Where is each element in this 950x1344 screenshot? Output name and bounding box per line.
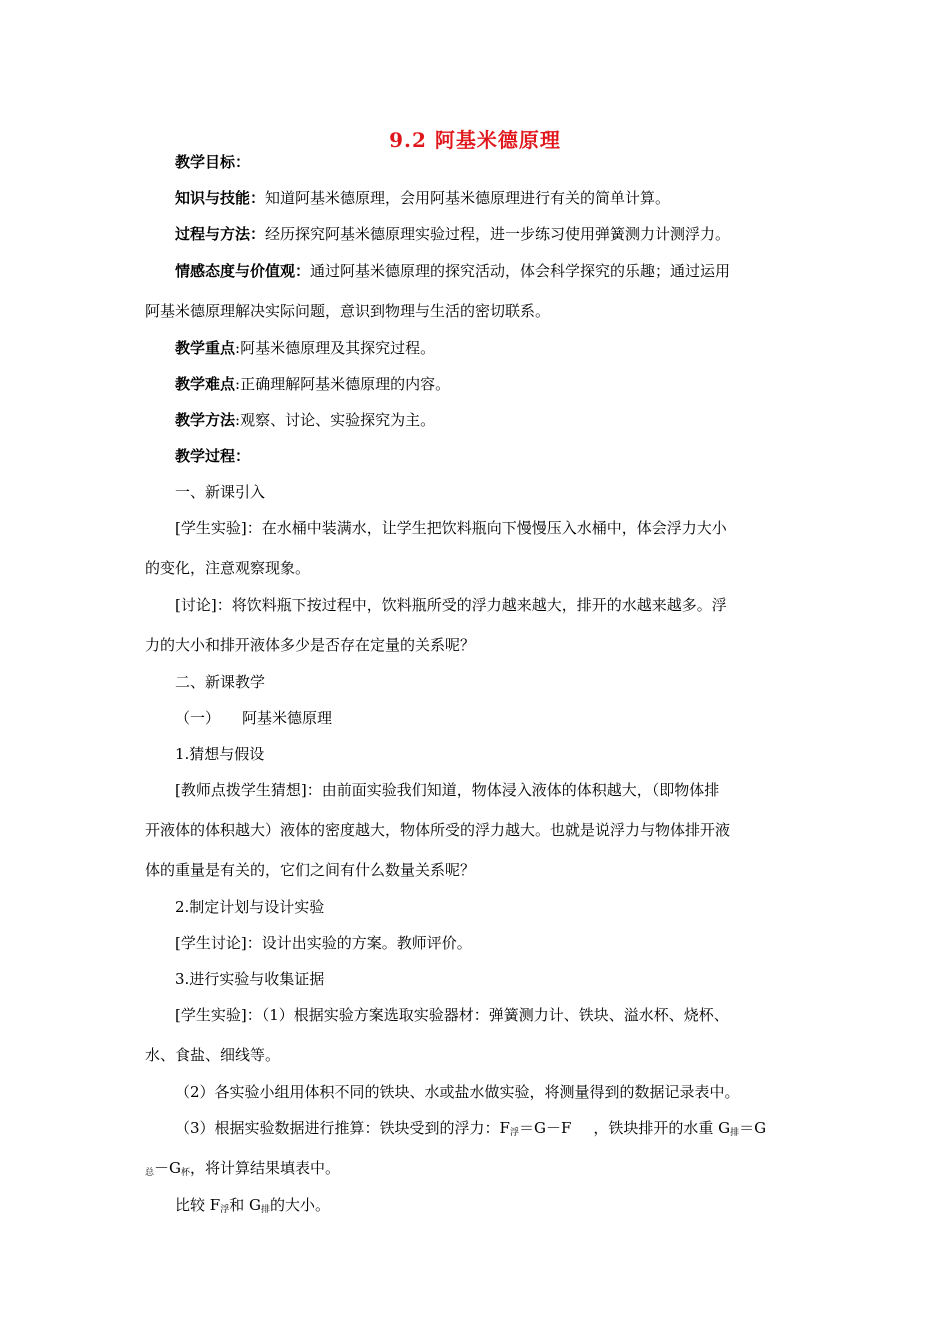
knowledge-label: 知识与技能： [175, 189, 266, 207]
compare-text-b: 和 G [229, 1196, 261, 1214]
compare-text-c: 的大小。 [269, 1196, 330, 1214]
exp3-text-f: ，将计算结果填表中。 [190, 1159, 341, 1177]
difficulty-text: :正确理解阿基米德原理的内容。 [235, 375, 451, 393]
subscript-pai: 排 [730, 1128, 740, 1138]
guess-line-3: 体的重量是有关的，它们之间有什么数量关系呢？ [145, 861, 476, 879]
experiment-3-line-1 [175, 1118, 810, 1143]
experiment-line-2: 的变化，注意观察现象。 [145, 559, 311, 577]
subsection-1-number: （一） [175, 709, 221, 727]
discussion-line-1: [讨论]：将饮料瓶下按过程中，饮料瓶所受的浮力越来越大，排开的水越来越多。浮 [175, 596, 727, 614]
experiment-2: （2）各实验小组用体积不同的铁块、水或盐水做实验，将测量得到的数据记录表中。 [175, 1083, 740, 1101]
step-2-heading: 2.制定计划与设计实验 [175, 898, 325, 916]
discussion-line-2: 力的大小和排开液体多少是否存在定量的关系呢？ [145, 636, 476, 654]
emotion-text-1: 通过阿基米德原理的探究活动，体会科学探究的乐趣；通过运用 [310, 262, 731, 280]
page-title: 9.2 阿基米德原理 [389, 128, 561, 152]
knowledge-text: 知道阿基米德原理，会用阿基米德原理进行有关的简单计算。 [265, 189, 671, 207]
step-3-heading: 3.进行实验与收集证据 [175, 970, 325, 988]
process-text: 经历探究阿基米德原理实验过程，进一步练习使用弹簧测力计测浮力。 [265, 225, 731, 243]
exp3-text-c: ，铁块排开的水重 G [593, 1119, 731, 1137]
objective-process [175, 224, 810, 244]
subscript-bei: 杯 [181, 1168, 191, 1178]
subscript-zong: 总 [145, 1168, 155, 1178]
objectives-heading: 教学目标： [175, 153, 251, 171]
experiment-1-line-2: 水、食盐、细线等。 [145, 1046, 281, 1064]
exp3-text-b: ＝G－F [518, 1119, 572, 1137]
student-discussion: [学生讨论]：设计出实验的方案。教师评价。 [175, 934, 472, 952]
exp3-text-d: ＝G [739, 1119, 767, 1137]
experiment-3-line-2 [145, 1158, 810, 1183]
subscript-fu: 浮 [509, 1128, 519, 1138]
key-point-label: 教学重点 [175, 339, 236, 357]
emotion-text-2: 阿基米德原理解决实际问题，意识到物理与生活的密切联系。 [145, 302, 551, 320]
section-2-heading: 二、新课教学 [175, 673, 266, 691]
section-1-heading: 一、新课引入 [175, 483, 266, 501]
key-point [175, 338, 810, 358]
exp3-text-e: －G [154, 1159, 181, 1177]
step-1-heading: 1.猜想与假设 [175, 745, 265, 763]
objective-emotion [175, 261, 810, 281]
guess-line-2: 开液体的体积越大）液体的密度越大，物体所受的浮力越大。也就是说浮力与物体排开液 [145, 821, 731, 839]
compare-subscript-fu: 浮 [220, 1205, 230, 1215]
teaching-method [175, 410, 810, 430]
difficulty-label: 教学难点 [175, 375, 236, 393]
guess-line-1: [教师点拨学生猜想]：由前面实验我们知道，物体浸入液体的体积越大，（即物体排 [175, 781, 720, 799]
subsection-1-title: 阿基米德原理 [242, 709, 333, 727]
compare-subscript-pai: 排 [260, 1205, 270, 1215]
objective-knowledge [175, 188, 810, 208]
process-label: 过程与方法： [175, 225, 266, 243]
process-heading: 教学过程： [175, 447, 251, 465]
exp3-text-a: （3）根据实验数据进行推算：铁块受到的浮力：F [175, 1119, 510, 1137]
subsection-1 [175, 708, 810, 728]
experiment-1-line-1: [学生实验]：（1）根据实验方案选取实验器材：弹簧测力计、铁块、溢水杯、烧杯、 [175, 1006, 729, 1024]
method-label: 教学方法 [175, 411, 236, 429]
compare-text-a: 比较 F [175, 1196, 221, 1214]
compare-line [175, 1195, 810, 1220]
method-text: :观察、讨论、实验探究为主。 [235, 411, 436, 429]
key-point-text: :阿基米德原理及其探究过程。 [235, 339, 436, 357]
emotion-label: 情感态度与价值观： [175, 262, 311, 280]
experiment-line-1: [学生实验]：在水桶中装满水，让学生把饮料瓶向下慢慢压入水桶中，体会浮力大小 [175, 519, 727, 537]
difficulty [175, 374, 810, 394]
